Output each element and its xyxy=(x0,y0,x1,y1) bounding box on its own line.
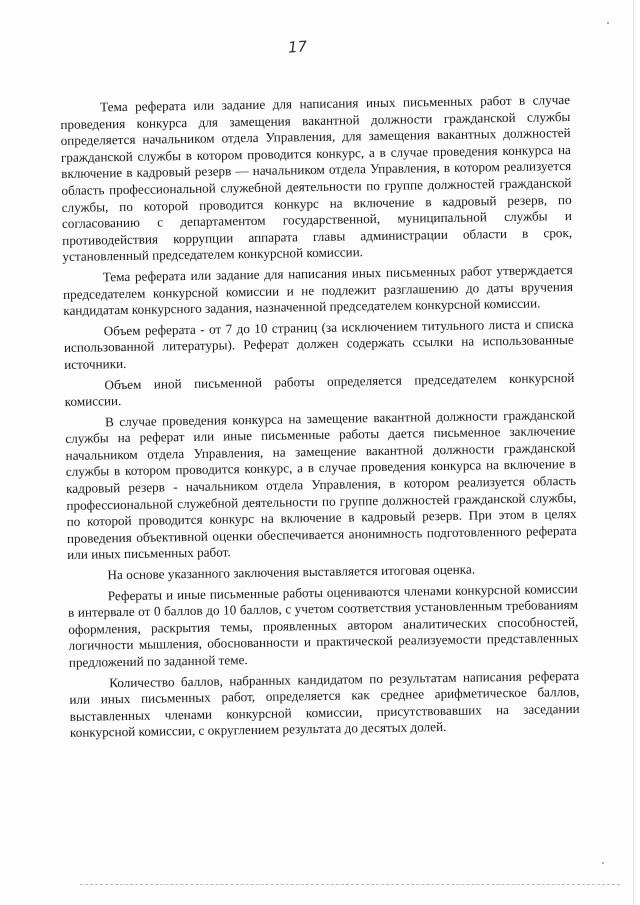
document-body xyxy=(60,92,580,746)
scan-speck xyxy=(607,22,609,24)
paragraph-7: Рефераты и иные письменные работы оцениваются членами конкурсной комиссии в интервале от 0 баллов до 10 баллов, с учетом соответствия установленным требованиям оформления, раскрытия темы, проявленных автором аналитических способностей, логичности мышления, обоснованности и практической реализуемости представленных предложений по заданной теме. xyxy=(67,580,579,670)
paragraph-4: Объем иной письменной работы определяется председателем конкурсной комиссии. xyxy=(64,369,575,410)
paragraph-3: Объем реферата - от 7 до 10 страниц (за исключением титульного листа и списка использованной литературы). Реферат должен содержать ссылки на использованные источники. xyxy=(63,315,574,372)
scan-speck xyxy=(602,862,604,864)
paragraph-5: В случае проведения конкурса на замещение вакантной должности гражданской службы на реферат или иные письменные работы дается письменное заключение начальником отдела Управления, на замещение вакантной должности гражданской службы в котором проводится конкурс, а в случае проведения конкурса на включение в кадровый резерв - начальником отдела Управления, в котором реализуется область профессиональной служебной деятельности по группе должностей гражданской службы, по которой проводится конкурс на включение в кадровый резерв. При этом в целях проведения объективной оценки обеспечивается анонимность подготовленного реферата или иных письменных работ. xyxy=(65,406,577,563)
paragraph-1: Тема реферата или задание для написания иных письменных работ в случае проведения конкурса для замещения вакантной должности гражданской службы определяется начальником отдела Управления, для замещения вакантных должностей гражданской службы в котором проводится конкурс, а в случае проведения конкурса на включение в кадровый резерв — начальником отдела Управления, в котором реализуется область профессиональной служебной деятельности по группе должностей гражданской службы, по которой проводится конкурс на включение в кадровый резерв, по согласованию с департаментом государственной, муниципальной службы и противодействия коррупции аппарата главы администрации области в срок, установленный председателем конкурсной комиссии. xyxy=(60,91,573,265)
paragraph-6: На основе указанного заключения выставляется итоговая оценка. xyxy=(107,561,476,583)
scan-bottom-artifact xyxy=(80,884,620,887)
paragraph-2: Тема реферата или задание для написания иных письменных работ утверждается председателем конкурсной комиссии и не подлежит разглашению до даты вручения кандидатам конкурсного задания, назначенной председателем конкурсной комиссии. xyxy=(62,261,574,319)
paragraph-8: Количество баллов, набранных кандидатом по результатам написания реферата или иных письменных работ, определяется как среднее арифметическое баллов, выставленных членами конкурсной комиссии, присутствовавших на заседании конкурсной комиссии, с округлением результата до десятых долей. xyxy=(69,667,580,741)
scan-edge-line xyxy=(633,0,634,905)
page-number: 17 xyxy=(287,37,308,57)
